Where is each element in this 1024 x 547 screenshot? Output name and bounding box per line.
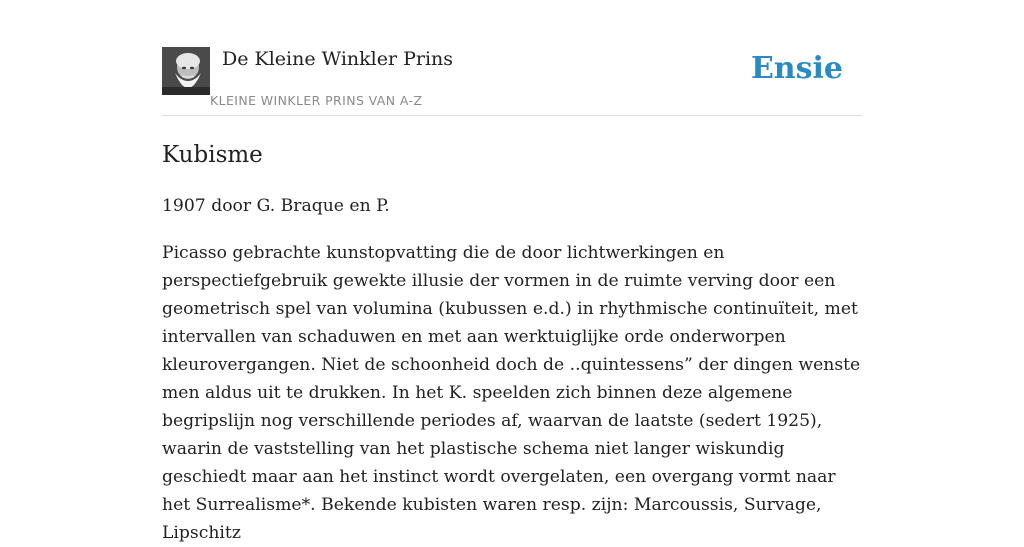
brand-logo-link[interactable]: Ensie — [750, 51, 843, 86]
site-subtitle[interactable]: KLEINE WINKLER PRINS VAN A-Z — [210, 93, 423, 108]
page — [162, 0, 862, 543]
avatar[interactable] — [162, 47, 210, 95]
site-header — [162, 0, 862, 116]
site-title[interactable]: De Kleine Winkler Prins — [222, 48, 454, 70]
article-paragraph-2: Picasso gebrachte kunstopvatting die de door lichtwerkingen en perspectiefgebruik gewekte illusie der vormen in de ruimte verving door een geometrisch spel van volumina (kubussen e.d.) in rhythmische continuïteit, met intervallen van schaduwen en met aan werktuiglijke orde onderworpen kleurovergangen. Niet de schoonheid doch de ..quintessens” der dingen wenste men aldus uit te drukken. In het K. speelden zich binnen deze algemene begripslijn nog verschillende periodes af, waarvan de laatste (sedert 1925), waarin de vaststelling van het plastische schema niet langer wiskundig geschiedt maar aan het instinct wordt overgelaten, een overgang vormt naar het Surrealisme*. Bekende kubisten waren resp. zijn: Marcoussis, Survage, Lipschitz — [162, 243, 861, 543]
article-paragraph-1: 1907 door G. Braque en P. — [162, 196, 390, 216]
portrait-icon — [162, 47, 210, 95]
article-title: Kubisme — [162, 142, 263, 168]
